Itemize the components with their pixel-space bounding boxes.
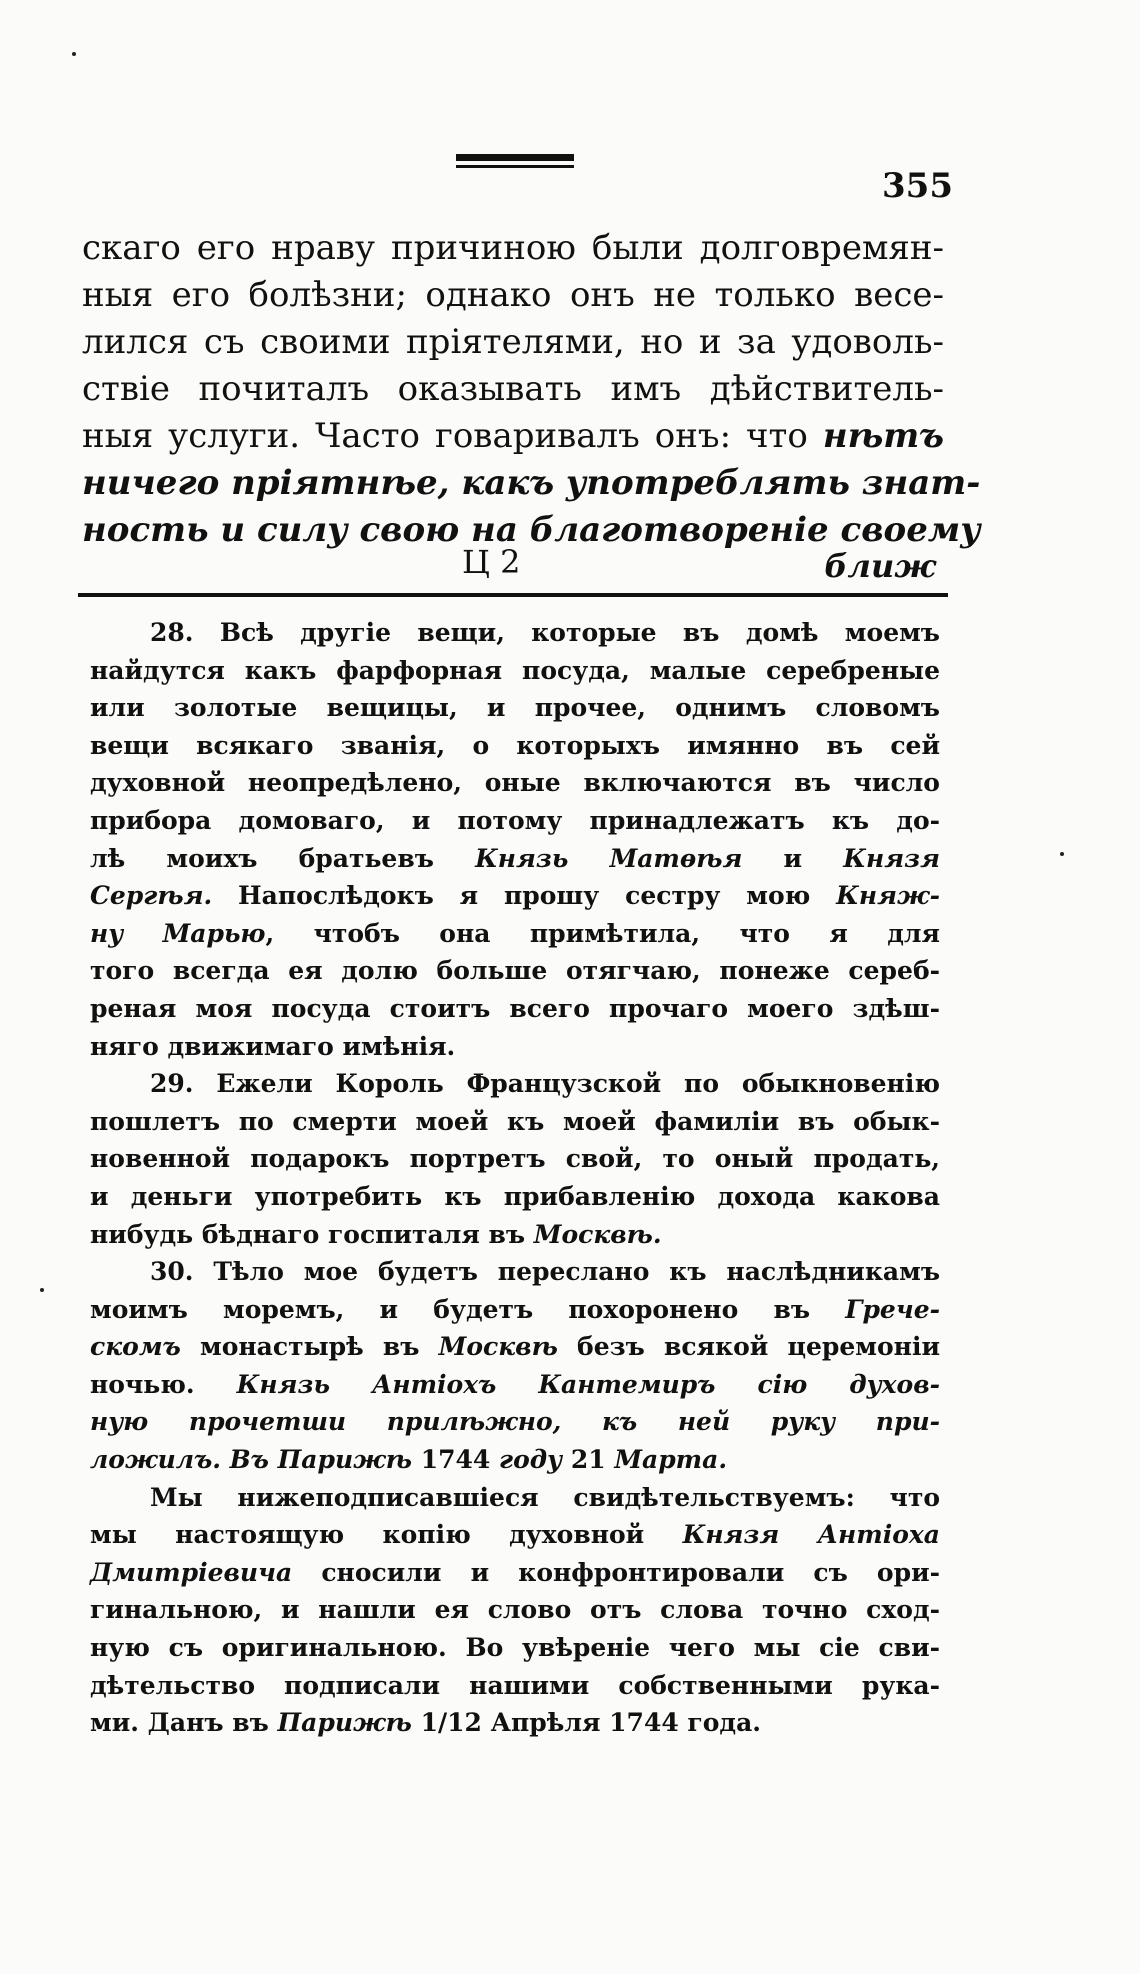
italic-segment: Князя [843,843,940,873]
footnote-block [90,614,940,1742]
text-line [90,840,940,878]
text-line [90,1441,940,1479]
italic-segment: Сергѣя. [90,881,213,911]
italic-segment: ную прочетши прилѣжно, къ ней руку при- [90,1407,940,1437]
italic-segment: Москвѣ. [533,1219,662,1249]
text-line [82,272,944,319]
italic-segment: ность и силу свою на благотвореніе своему [82,510,981,550]
text-line [90,1667,940,1705]
text-line [90,1216,940,1254]
print-speck [40,1288,44,1292]
text-segment: прибора домоваго, и потому принадлежатъ къ до- [90,805,940,835]
text-segment: гинальною, и нашли ея слово отъ слова точно сход- [90,1595,940,1625]
text-line [90,1516,940,1554]
text-segment: дѣтельство подписали нашими собственными рука- [90,1670,940,1700]
text-segment: 28. Всѣ другіе вещи, которые въ домѣ моемъ [150,618,940,647]
text-line [90,689,940,727]
italic-segment: нѣтъ [822,416,944,456]
text-line [90,1291,940,1329]
italic-segment: Грече- [845,1294,940,1324]
text-segment: ную съ оригинальною. Во увѣреніе чего мы сіе сви- [90,1633,940,1663]
text-line [90,764,940,802]
text-line [90,1140,940,1178]
text-line [90,652,940,690]
italic-segment: Парижѣ [277,1708,412,1738]
page-number: 355 [882,166,953,206]
text-line [90,1253,940,1291]
italic-segment: Москвѣ [438,1332,558,1362]
italic-segment: Князя Антіоха [682,1520,940,1550]
text-segment: 1744 [412,1445,500,1475]
text-segment: безъ всякой церемоніи [557,1332,940,1362]
text-line [90,1366,940,1404]
signature-mark: Ц 2 [462,543,521,581]
text-segment: , чтобъ она примѣтила, что я для [265,918,940,948]
text-line [90,877,940,915]
text-line [82,366,944,413]
catchword: ближ [824,547,936,585]
text-line [90,1629,940,1667]
text-segment: и [742,843,844,873]
text-line [90,1403,940,1441]
text-segment: ныя его болѣзни; однако онъ не только весе- [82,275,944,315]
italic-segment: ничего пріятнѣе, какъ употреблять знат- [82,463,981,503]
text-segment: лѣ моихъ братьевъ [90,843,476,873]
text-segment: реная моя посуда стоитъ всего прочаго моего здѣш- [90,993,940,1023]
footnote-rule [78,593,948,597]
text-line [90,1591,940,1629]
main-text-block [82,225,981,554]
text-segment: скаго его нраву причиною были долговремян- [82,228,944,268]
text-segment: сносили и конфронтировали съ ори- [292,1557,940,1587]
text-line [90,990,940,1028]
text-segment: вещи всякаго званія, о которыхъ имянно въ сей [90,730,940,760]
text-line [82,225,944,272]
text-segment: няго движимаго имѣнія. [90,1031,456,1061]
text-line [90,802,940,840]
text-segment: 29. Ежели Король Французской по обыкновенію [150,1069,940,1099]
italic-segment: ложилъ. Въ Парижѣ [90,1445,413,1475]
text-line [90,915,940,953]
print-speck [1060,852,1064,856]
text-line [90,727,940,765]
text-segment: 1/12 Апрѣля 1744 года. [411,1708,761,1738]
text-segment: того всегда ея долю больше отягчаю, понеже сереб- [90,956,940,986]
text-segment: 21 [562,1445,615,1475]
text-segment: моимъ моремъ, и будетъ похоронено въ [90,1294,846,1324]
text-segment: Мы нижеподписавшіеся свидѣтельствуемъ: что [150,1482,940,1512]
text-segment: лился съ своими пріятелями, но и за удоволь- [82,322,944,362]
italic-segment: скомъ [90,1332,181,1362]
italic-segment: Дмитріевича [90,1557,293,1587]
text-line [90,1554,940,1592]
text-line [90,1479,940,1517]
text-segment: пошлетъ по смерти моей къ моей фамиліи въ обык- [90,1106,940,1136]
text-line [90,1178,940,1216]
signature-line [82,543,944,587]
italic-segment: Князь Матѳѣя [475,843,743,873]
text-segment: нибудь бѣднаго госпиталя въ [90,1219,534,1249]
text-segment: 30. Тѣло мое будетъ переслано къ наслѣдникамъ [150,1257,940,1287]
text-segment: ми. Данъ въ [90,1708,278,1738]
text-segment: мы настоящую копію духовной [90,1520,683,1550]
text-line [82,460,981,507]
text-line [82,413,944,460]
text-segment: или золотые вещицы, и прочее, однимъ словомъ [90,693,940,723]
text-line [90,614,940,652]
text-segment: найдутся какъ фарфорная посуда, малые серебреные [90,655,940,685]
text-segment: ночью. [90,1369,237,1399]
text-segment: Напослѣдокъ я прошу сестру мою [212,881,837,911]
header-ornament [456,154,574,172]
text-line [90,1028,940,1066]
italic-segment: Князь Антіохъ Кантемиръ сію духов- [236,1369,940,1399]
text-segment: новенной подарокъ портретъ свой, то оный продать, [90,1144,940,1174]
text-segment: ныя услуги. Часто говаривалъ онъ: что [82,416,823,456]
text-line [90,1065,940,1103]
text-line [90,952,940,990]
text-segment: и деньги употребить къ прибавленію дохода какова [90,1181,940,1211]
italic-segment: Княж- [836,881,940,911]
italic-segment: ну Марью [90,918,266,948]
text-segment: ствіе почиталъ оказывать имъ дѣйствитель- [82,369,944,409]
text-line [90,1328,940,1366]
italic-segment: году [499,1445,563,1475]
text-line [82,319,944,366]
text-line [90,1103,940,1141]
text-line [90,1704,940,1742]
italic-segment: Марта. [614,1445,728,1475]
text-segment: духовной неопредѣлено, оные включаются въ число [90,768,940,798]
text-segment: монастырѣ въ [180,1332,439,1362]
print-speck [72,52,76,56]
